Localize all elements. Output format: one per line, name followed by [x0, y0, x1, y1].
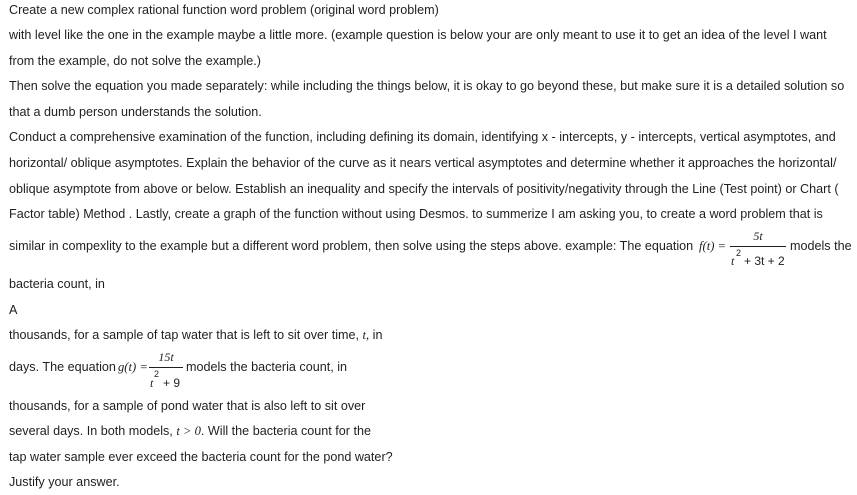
text-line-15: thousands, for a sample of pond water that is also left to sit over	[9, 399, 366, 413]
text-line-9: Factor table) Method . Lastly, create a graph of the function without using Desmos. to summerize I am asking you, to create a word problem that is	[9, 207, 823, 221]
denominator-terms: + 9	[163, 376, 181, 390]
equation-g-lhs: g(t) =	[118, 360, 148, 374]
text-line-11: bacteria count, in	[9, 277, 105, 291]
fraction-bar	[730, 246, 786, 247]
text-line-14-end: models the bacteria count, in	[186, 360, 348, 374]
text-line-13-end: in	[372, 328, 383, 342]
text-line-13	[9, 327, 382, 343]
fraction-bar	[149, 367, 183, 368]
denominator-terms: + 3t + 2	[744, 254, 785, 268]
text-line-10-end: models the	[790, 239, 852, 253]
text-line-8: oblique asymptote from above or below. Establish an inequality and specify the intervals of positivity/negativity through the Line (Test point) or Chart (	[9, 182, 839, 196]
text-line-5: that a dumb person understands the solution.	[9, 105, 262, 119]
denominator-exponent: 2	[154, 369, 160, 379]
text-line-12: A	[9, 303, 18, 317]
equation-f-fraction	[730, 229, 786, 267]
text-line-18: Justify your answer.	[9, 475, 120, 489]
text-line-6: Conduct a comprehensive examination of the function, including defining its domain, identifying x - intercepts, y - intercepts, vertical asymptotes, and	[9, 130, 836, 144]
equation-f-numerator: 5t	[753, 229, 763, 243]
denominator-variable: t	[731, 254, 735, 268]
text-line-1: Create a new complex rational function word problem (original word problem)	[9, 3, 439, 17]
text-line-14-start: days. The equation	[9, 360, 116, 374]
equation-g-numerator: 15t	[158, 350, 174, 364]
text-line-7: horizontal/ oblique asymptotes. Explain the behavior of the curve as it nears vertical asymptotes and determine whether it approaches the horizontal/	[9, 156, 837, 170]
time-variable: t,	[362, 328, 370, 342]
text-line-17: tap water sample ever exceed the bacteria count for the pond water?	[9, 450, 393, 464]
text-line-3: from the example, do not solve the example.)	[9, 54, 262, 68]
text-line-13-main: thousands, for a sample of tap water that is left to sit over time,	[9, 328, 359, 342]
text-line-4: Then solve the equation you made separately: while including the things below, it is okay to go beyond these, but make sure it is a detailed solution so	[9, 79, 845, 93]
time-inequality: t > 0	[176, 424, 201, 438]
text-line-2: with level like the one in the example maybe a little more. (example question is below your are only meant to use it to get an idea of the level I want	[9, 28, 827, 42]
text-line-16-end: . Will the bacteria count for the	[200, 424, 372, 438]
text-line-10-start: similar in compexlity to the example but a different word problem, then solve using the steps above. example: The equation	[9, 239, 694, 253]
text-line-16-start: several days. In both models,	[9, 424, 173, 438]
denominator-variable: t	[150, 376, 154, 390]
equation-g-fraction	[149, 350, 183, 390]
equation-f-lhs: f(t) =	[699, 239, 727, 253]
denominator-exponent: 2	[736, 248, 742, 258]
text-line-16	[9, 423, 371, 439]
